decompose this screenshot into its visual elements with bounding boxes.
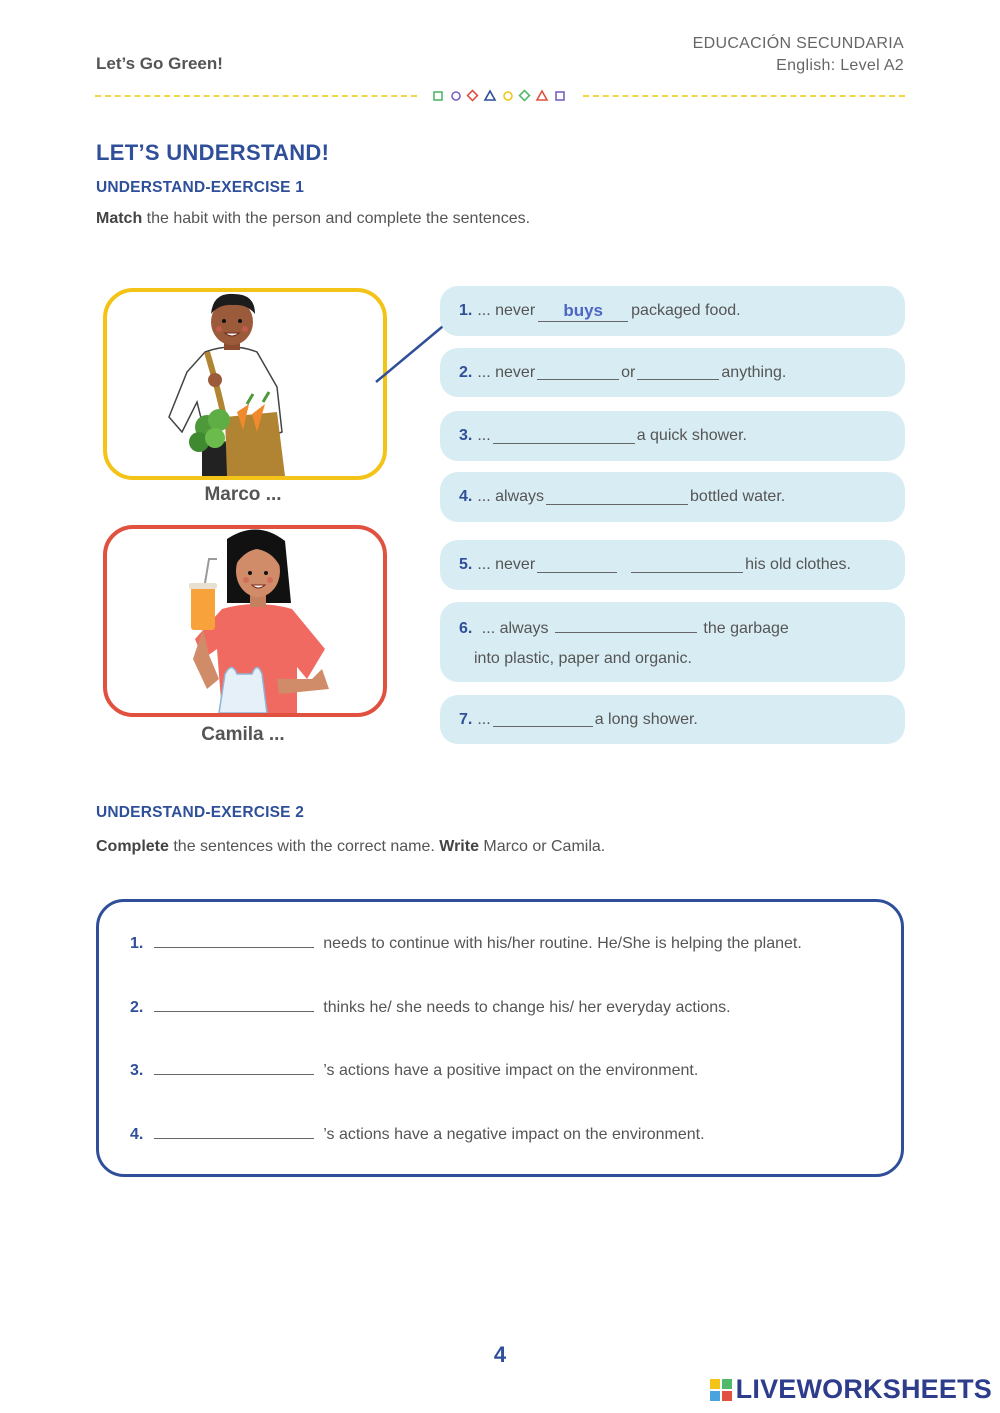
- answer-blank-7[interactable]: [493, 712, 593, 727]
- section-title: LET’S UNDERSTAND!: [96, 140, 330, 165]
- sentence-1: 1. ... never buys packaged food.: [440, 286, 905, 336]
- level-info: [693, 33, 904, 77]
- level-line-2: English: Level A2: [776, 57, 904, 74]
- name-blank-3[interactable]: [154, 1060, 314, 1075]
- level-line-1: EDUCACIÓN SECUNDARIA: [692, 35, 904, 52]
- exercise-2-title: UNDERSTAND-EXERCISE 2: [96, 804, 305, 821]
- worksheet-title: Let’s Go Green!: [96, 54, 223, 73]
- sentence-5: 5. ... never his old clothes.: [440, 540, 905, 590]
- camila-picture-card: [103, 525, 387, 717]
- page-number: 4: [493, 1342, 507, 1367]
- answer-blank-3[interactable]: [493, 429, 635, 444]
- exercise-2-row-1: 1. needs to continue with his/her routine. He/She is helping the planet.: [130, 935, 802, 952]
- decorative-shapes: [432, 89, 570, 103]
- answer-blank-1[interactable]: [538, 301, 628, 322]
- exercise-1-title: UNDERSTAND-EXERCISE 1: [96, 179, 305, 196]
- sentence-6: 6. ... always the garbage into plastic, paper and organic.: [440, 602, 905, 682]
- answer-blank-2b[interactable]: [637, 365, 719, 380]
- answer-blank-2a[interactable]: [537, 365, 619, 380]
- marco-picture-card: [103, 288, 387, 480]
- sentence-3: 3. ... a quick shower.: [440, 411, 905, 461]
- name-blank-4[interactable]: [154, 1124, 314, 1139]
- liveworksheets-logo-icon: [710, 1379, 732, 1401]
- exercise-2-row-3: 3. ’s actions have a positive impact on the environment.: [130, 1062, 699, 1079]
- name-blank-2[interactable]: [154, 997, 314, 1012]
- exercise-2-row-2: 2. thinks he/ she needs to change his/ her everyday actions.: [130, 999, 731, 1016]
- camila-illustration: [107, 529, 383, 713]
- marco-illustration: [107, 292, 383, 476]
- sentence-7: 7. ... a long shower.: [440, 695, 905, 744]
- answer-blank-4[interactable]: [546, 490, 688, 505]
- liveworksheets-text: LIVEWORKSHEETS: [735, 1374, 992, 1404]
- sentence-2: 2. ... never or anything.: [440, 348, 905, 397]
- answer-blank-6[interactable]: [555, 618, 697, 633]
- exercise-2-row-4: 4. ’s actions have a negative impact on the environment.: [130, 1126, 705, 1143]
- sentence-6-line-2: into plastic, paper and organic.: [474, 650, 692, 667]
- liveworksheets-watermark: [710, 1374, 992, 1405]
- name-blank-1[interactable]: [154, 933, 314, 948]
- camila-label: Camila ...: [201, 724, 285, 745]
- answer-blank-5a[interactable]: [537, 558, 617, 573]
- header-divider-right: [583, 95, 905, 97]
- answer-1: buys: [563, 300, 603, 320]
- exercise-2-instruction: Complete the sentences with the correct name. Write Marco or Camila.: [96, 838, 606, 855]
- sentence-4: 4. ... always bottled water.: [440, 472, 905, 522]
- header-divider-left: [95, 95, 417, 97]
- answer-blank-5b[interactable]: [631, 558, 743, 573]
- exercise-1-instruction: Match the habit with the person and complete the sentences.: [96, 210, 531, 227]
- marco-label: Marco ...: [204, 484, 282, 505]
